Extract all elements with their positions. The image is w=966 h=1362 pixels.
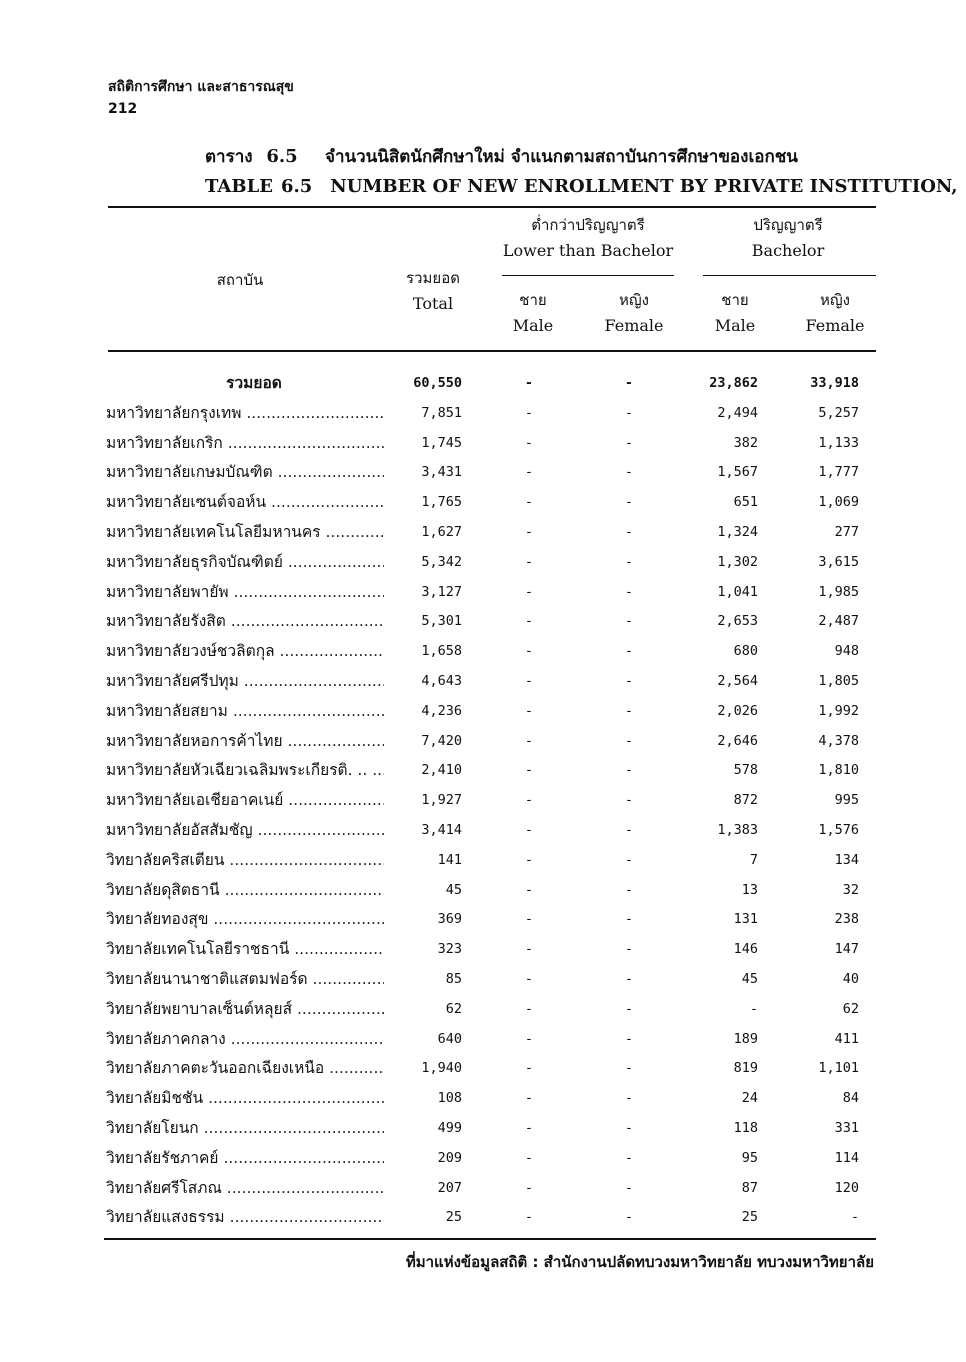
row-bachelor-male: 1,302	[717, 553, 758, 570]
row-bachelor-female: 277	[834, 523, 859, 540]
header-lower-than-bachelor	[495, 213, 681, 263]
row-bachelor-female: 1,069	[818, 494, 859, 511]
row-total: 62	[445, 1000, 462, 1017]
row-name: รวมยอด	[226, 374, 282, 392]
row-lower-male: -	[524, 494, 534, 511]
row-bachelor-male: 7	[749, 851, 758, 868]
row-bachelor-male: 819	[733, 1060, 758, 1077]
caption-thai	[205, 142, 895, 172]
row-lower-female: -	[624, 1090, 634, 1107]
row-lower-male: -	[524, 1149, 534, 1166]
row-bachelor-male: 95	[741, 1149, 758, 1166]
row-bachelor-female: 147	[834, 941, 859, 958]
row-total: 4,236	[421, 702, 462, 719]
row-bachelor-female: 1,777	[818, 464, 859, 481]
row-name: มหาวิทยาลัยศรีปทุม .....	[106, 667, 384, 697]
row-name: มหาวิทยาลัยพายัพ .....	[106, 578, 384, 608]
row-lower-female: -	[624, 553, 634, 570]
row-bachelor-male: -	[749, 1000, 758, 1017]
row-name: วิทยาลัยรัชภาคย์ .....	[106, 1144, 384, 1174]
row-lower-female: -	[624, 851, 634, 868]
table-row	[104, 548, 876, 578]
row-name: วิทยาลัยทองสุข .....	[106, 905, 384, 935]
row-bachelor-female: 1,101	[818, 1060, 859, 1077]
header-total-en: Total	[412, 294, 454, 313]
table-row	[104, 995, 876, 1025]
row-total: 323	[437, 941, 462, 958]
page-number: 212	[108, 101, 138, 117]
row-bachelor-male: 1,383	[717, 821, 758, 838]
row-lower-male: -	[524, 970, 534, 987]
row-lower-female: -	[624, 1060, 634, 1077]
source-note: ที่มาแห่งข้อมูลสถิติ : สำนักงานปลัดทบวงมหาวิทยาลัย ทบวงมหาวิทยาลัย	[405, 1253, 874, 1271]
table-caption	[205, 142, 958, 202]
row-lower-male: -	[524, 583, 534, 600]
row-name: วิทยาลัยภาคกลาง .....	[106, 1025, 384, 1055]
row-bachelor-female: -	[850, 1209, 859, 1226]
row-lower-male: -	[524, 732, 534, 749]
table-row	[104, 1114, 876, 1144]
row-name: มหาวิทยาลัยเอเชียอาคเนย์ .....	[106, 786, 384, 816]
row-bachelor-female: 1,805	[818, 672, 859, 689]
row-bachelor-male: 872	[733, 792, 758, 809]
row-lower-male: -	[524, 792, 534, 809]
row-total: 45	[445, 881, 462, 898]
table-row	[104, 399, 876, 429]
row-lower-male: -	[524, 702, 534, 719]
row-name: วิทยาลัยพยาบาลเซ็นต์หลุยส์ .....	[106, 995, 384, 1025]
row-total: 1,745	[421, 434, 462, 451]
row-name: วิทยาลัยนานาชาติแสตมฟอร์ด .....	[106, 965, 384, 995]
row-bachelor-male: 382	[733, 434, 758, 451]
header-institution: สถาบัน	[216, 271, 264, 289]
row-lower-female: -	[624, 375, 634, 391]
row-total: 7,851	[421, 404, 462, 421]
table-row	[104, 905, 876, 935]
row-total: 5,301	[421, 613, 462, 630]
row-total: 60,550	[413, 375, 462, 391]
row-bachelor-female: 5,257	[818, 404, 859, 421]
table-row	[104, 1203, 876, 1233]
lower-group-rule	[502, 275, 674, 276]
row-lower-female: -	[624, 523, 634, 540]
row-lower-female: -	[624, 941, 634, 958]
row-lower-male: -	[524, 553, 534, 570]
row-total: 25	[445, 1209, 462, 1226]
row-bachelor-male: 680	[733, 643, 758, 660]
table-row	[104, 488, 876, 518]
header-lower-male: ชาย Male	[512, 291, 554, 335]
running-head-title: สถิติการศึกษา และสาธารณสุข	[108, 79, 294, 95]
row-bachelor-male: 651	[733, 494, 758, 511]
row-bachelor-female: 2,487	[818, 613, 859, 630]
header-bachelor-th: ปริญญาตรี	[753, 216, 823, 234]
row-bachelor-female: 84	[842, 1090, 859, 1107]
row-bachelor-female: 32	[842, 881, 859, 898]
row-bachelor-male: 24	[741, 1090, 758, 1107]
table-row	[104, 697, 876, 727]
row-bachelor-male: 146	[733, 941, 758, 958]
row-total: 499	[437, 1119, 462, 1136]
row-bachelor-female: 114	[834, 1149, 859, 1166]
row-bachelor-female: 120	[834, 1179, 859, 1196]
row-lower-female: -	[624, 970, 634, 987]
row-bachelor-male: 1,041	[717, 583, 758, 600]
row-bachelor-male: 1,324	[717, 523, 758, 540]
row-lower-male: -	[524, 821, 534, 838]
row-lower-female: -	[624, 613, 634, 630]
row-lower-male: -	[524, 1119, 534, 1136]
row-lower-male: -	[524, 851, 534, 868]
row-bachelor-female: 1,810	[818, 762, 859, 779]
table-row	[104, 876, 876, 906]
row-lower-male: -	[524, 1030, 534, 1047]
row-bachelor-female: 1,576	[818, 821, 859, 838]
row-name: วิทยาลัยมิชชัน .....	[106, 1084, 384, 1114]
header-bachelor-en: Bachelor	[751, 241, 825, 260]
table-row	[104, 578, 876, 608]
row-name: มหาวิทยาลัยอัสสัมชัญ .....	[106, 816, 384, 846]
caption-en-title: NUMBER OF NEW ENROLLMENT BY PRIVATE INSTITUTION,	[330, 176, 958, 197]
row-bachelor-female: 3,615	[818, 553, 859, 570]
row-bachelor-female: 1,133	[818, 434, 859, 451]
row-total: 1,658	[421, 643, 462, 660]
row-bachelor-female: 33,918	[810, 375, 859, 391]
row-bachelor-female: 1,992	[818, 702, 859, 719]
table-row	[104, 637, 876, 667]
row-bachelor-female: 331	[834, 1119, 859, 1136]
row-lower-male: -	[524, 881, 534, 898]
row-total: 207	[437, 1179, 462, 1196]
row-lower-female: -	[624, 643, 634, 660]
row-lower-female: -	[624, 494, 634, 511]
row-lower-male: -	[524, 404, 534, 421]
row-lower-male: -	[524, 941, 534, 958]
row-bachelor-male: 25	[741, 1209, 758, 1226]
caption-en-label: TABLE	[205, 176, 273, 197]
header-lower-female: หญิง Female	[604, 291, 664, 335]
row-name: มหาวิทยาลัยหัวเฉียวเฉลิมพระเกียรติ. .. .....	[106, 756, 384, 786]
table-row	[104, 1054, 876, 1084]
row-name: วิทยาลัยเทคโนโลยีราชธานี .....	[106, 935, 384, 965]
row-lower-male: -	[524, 375, 534, 391]
row-lower-female: -	[624, 762, 634, 779]
row-name: มหาวิทยาลัยวงษ์ชวลิตกุล .....	[106, 637, 384, 667]
row-bachelor-male: 2,494	[717, 404, 758, 421]
row-total: 640	[437, 1030, 462, 1047]
header-lower-th: ต่ำกว่าปริญญาตรี	[531, 216, 645, 234]
row-total: 1,940	[421, 1060, 462, 1077]
table-row	[104, 458, 876, 488]
row-bachelor-male: 2,564	[717, 672, 758, 689]
row-lower-male: -	[524, 613, 534, 630]
caption-en-number: 6.5	[280, 176, 313, 197]
row-bachelor-male: 578	[733, 762, 758, 779]
header-bachelor-female: หญิง Female	[805, 291, 865, 335]
row-total: 369	[437, 911, 462, 928]
table-row	[104, 1144, 876, 1174]
row-bachelor-male: 1,567	[717, 464, 758, 481]
row-total: 3,414	[421, 821, 462, 838]
row-lower-female: -	[624, 732, 634, 749]
table-row	[104, 518, 876, 548]
row-lower-female: -	[624, 911, 634, 928]
row-total: 3,431	[421, 464, 462, 481]
row-name: วิทยาลัยดุสิตธานี .....	[106, 876, 384, 906]
table-row	[104, 786, 876, 816]
row-bachelor-female: 1,985	[818, 583, 859, 600]
caption-thai-title: จำนวนนิสิตนักศึกษาใหม่ จำแนกตามสถาบันการศึกษาของเอกชน	[325, 147, 798, 167]
row-total: 4,643	[421, 672, 462, 689]
row-lower-female: -	[624, 434, 634, 451]
table-row	[104, 965, 876, 995]
row-lower-male: -	[524, 464, 534, 481]
table-row	[104, 816, 876, 846]
row-name: มหาวิทยาลัยเซนต์จอห์น .....	[106, 488, 384, 518]
row-lower-male: -	[524, 1060, 534, 1077]
row-total: 2,410	[421, 762, 462, 779]
caption-english	[205, 172, 958, 202]
row-lower-male: -	[524, 643, 534, 660]
row-lower-female: -	[624, 1000, 634, 1017]
row-lower-male: -	[524, 434, 534, 451]
row-total: 209	[437, 1149, 462, 1166]
row-lower-female: -	[624, 1119, 634, 1136]
row-name: วิทยาลัยโยนก .....	[106, 1114, 384, 1144]
row-lower-male: -	[524, 1179, 534, 1196]
row-lower-female: -	[624, 1030, 634, 1047]
table-top-rule	[108, 206, 876, 208]
table-row	[104, 846, 876, 876]
running-head	[108, 76, 294, 120]
table-total-row	[104, 369, 876, 399]
table-row	[104, 1025, 876, 1055]
row-bachelor-female: 948	[834, 643, 859, 660]
row-lower-male: -	[524, 672, 534, 689]
row-bachelor-female: 4,378	[818, 732, 859, 749]
table-row	[104, 607, 876, 637]
header-bottom-rule	[108, 350, 876, 352]
table-row	[104, 667, 876, 697]
row-name: วิทยาลัยคริสเตียน .....	[106, 846, 384, 876]
row-lower-male: -	[524, 911, 534, 928]
row-lower-female: -	[624, 1149, 634, 1166]
row-name: วิทยาลัยแสงธรรม .....	[106, 1203, 384, 1233]
row-name: มหาวิทยาลัยสยาม .....	[106, 697, 384, 727]
row-bachelor-male: 45	[741, 970, 758, 987]
row-lower-male: -	[524, 1090, 534, 1107]
row-lower-female: -	[624, 1179, 634, 1196]
table-body	[104, 369, 876, 1233]
row-name: มหาวิทยาลัยเทคโนโลยีมหานคร .....	[106, 518, 384, 548]
row-lower-male: -	[524, 523, 534, 540]
bachelor-group-rule	[703, 275, 876, 276]
row-name: มหาวิทยาลัยเกริก .....	[106, 429, 384, 459]
header-bachelor	[700, 213, 876, 263]
row-total: 1,927	[421, 792, 462, 809]
header-bachelor-male: ชาย Male	[714, 291, 756, 335]
row-bachelor-male: 131	[733, 911, 758, 928]
row-bachelor-female: 411	[834, 1030, 859, 1047]
row-lower-female: -	[624, 881, 634, 898]
row-lower-female: -	[624, 583, 634, 600]
row-total: 141	[437, 851, 462, 868]
table-bottom-rule	[104, 1238, 876, 1240]
row-bachelor-male: 2,646	[717, 732, 758, 749]
row-name: มหาวิทยาลัยกรุงเทพ .....	[106, 399, 384, 429]
row-bachelor-female: 40	[842, 970, 859, 987]
row-bachelor-male: 118	[733, 1119, 758, 1136]
row-name: มหาวิทยาลัยรังสิต .....	[106, 607, 384, 637]
row-name: มหาวิทยาลัยหอการค้าไทย .....	[106, 727, 384, 757]
row-lower-female: -	[624, 821, 634, 838]
row-lower-female: -	[624, 464, 634, 481]
row-total: 7,420	[421, 732, 462, 749]
row-total: 3,127	[421, 583, 462, 600]
table-row	[104, 935, 876, 965]
row-total: 1,765	[421, 494, 462, 511]
row-lower-female: -	[624, 404, 634, 421]
row-total: 85	[445, 970, 462, 987]
row-bachelor-female: 62	[842, 1000, 859, 1017]
row-lower-male: -	[524, 762, 534, 779]
header-total-th: รวมยอด	[406, 269, 460, 287]
row-bachelor-male: 189	[733, 1030, 758, 1047]
row-lower-female: -	[624, 672, 634, 689]
table-row	[104, 727, 876, 757]
row-bachelor-male: 2,026	[717, 702, 758, 719]
row-bachelor-male: 2,653	[717, 613, 758, 630]
row-name: วิทยาลัยศรีโสภณ .....	[106, 1174, 384, 1204]
row-lower-female: -	[624, 702, 634, 719]
table-row	[104, 756, 876, 786]
table-row	[104, 429, 876, 459]
header-lower-en: Lower than Bachelor	[502, 241, 674, 260]
row-name: มหาวิทยาลัยเกษมบัณฑิต .....	[106, 458, 384, 488]
table-row	[104, 1174, 876, 1204]
row-total: 5,342	[421, 553, 462, 570]
row-bachelor-female: 995	[834, 792, 859, 809]
table-row	[104, 1084, 876, 1114]
row-lower-male: -	[524, 1209, 534, 1226]
row-total: 1,627	[421, 523, 462, 540]
header-total	[393, 266, 473, 316]
caption-thai-label: ตาราง	[205, 147, 253, 167]
row-bachelor-male: 13	[741, 881, 758, 898]
row-lower-female: -	[624, 1209, 634, 1226]
row-lower-female: -	[624, 792, 634, 809]
row-bachelor-female: 238	[834, 911, 859, 928]
row-total: 108	[437, 1090, 462, 1107]
row-bachelor-female: 134	[834, 851, 859, 868]
row-bachelor-male: 23,862	[709, 375, 758, 391]
row-name: มหาวิทยาลัยธุรกิจบัณฑิตย์ .....	[106, 548, 384, 578]
row-lower-male: -	[524, 1000, 534, 1017]
caption-thai-number: 6.5	[266, 146, 298, 167]
row-bachelor-male: 87	[741, 1179, 758, 1196]
row-name: วิทยาลัยภาคตะวันออกเฉียงเหนือ .....	[106, 1054, 384, 1084]
